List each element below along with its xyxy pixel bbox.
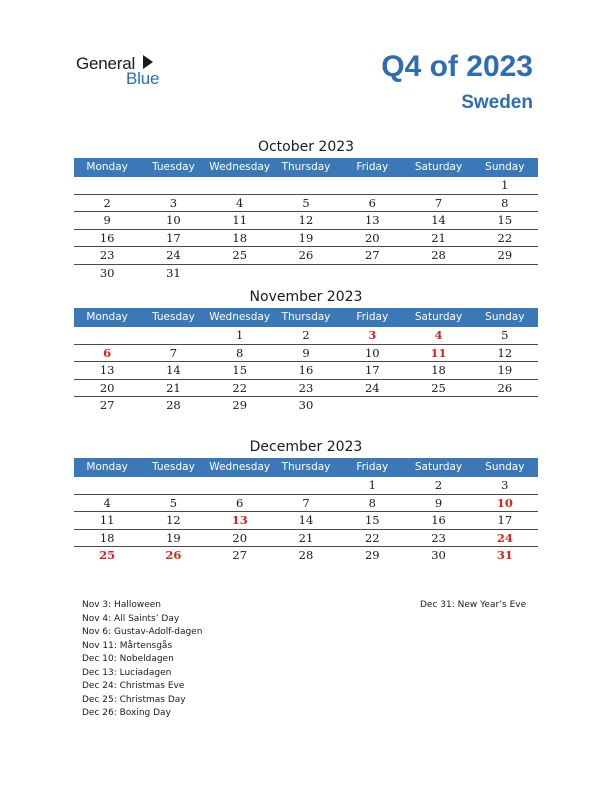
weekday-label: Tuesday — [152, 311, 195, 323]
day-cell: 15 — [232, 363, 248, 377]
day-cell: 11 — [430, 345, 447, 360]
day-cell: 10 — [364, 345, 380, 360]
day-cell: 23 — [298, 380, 314, 395]
day-cell: 8 — [368, 495, 376, 510]
day-cell: 14 — [166, 363, 181, 377]
day-cell: 21 — [166, 380, 181, 395]
week-row — [74, 380, 538, 398]
day-cell: 14 — [431, 213, 446, 227]
holiday-item: Nov 11: Mårtensgås — [82, 640, 173, 651]
day-cell: 29 — [497, 248, 513, 262]
country-name: Sweden — [461, 92, 533, 113]
empty-day-cell — [472, 265, 538, 283]
week-row — [74, 547, 538, 565]
day-cell: 27 — [232, 548, 248, 562]
weekday-label: Saturday — [414, 461, 463, 473]
weekday-label: Friday — [356, 311, 389, 323]
weekday-label: Friday — [356, 161, 389, 173]
weekday-label: Thursday — [281, 461, 331, 473]
day-cell: 19 — [166, 530, 181, 545]
day-cell: 7 — [434, 195, 443, 210]
day-cell: 12 — [166, 513, 181, 527]
day-cell: 3 — [169, 195, 178, 210]
empty-day-cell — [273, 477, 339, 494]
logo-flag-icon — [143, 55, 153, 69]
weekday-label: Saturday — [414, 311, 463, 323]
empty-day-cell — [207, 477, 273, 494]
empty-day-cell — [74, 177, 140, 194]
month-weeks — [74, 177, 538, 282]
empty-day-cell — [140, 477, 206, 494]
month-november — [74, 286, 538, 415]
empty-day-cell — [140, 327, 206, 344]
holiday-item: Nov 6: Gustav-Adolf-dagen — [82, 627, 203, 637]
day-cell: 12 — [497, 345, 513, 360]
weekday-label: Wednesday — [209, 311, 271, 323]
holiday-item: Dec 10: Nobeldagen — [82, 654, 174, 664]
empty-day-cell — [74, 327, 140, 344]
day-cell: 8 — [501, 195, 509, 210]
weekday-label: Wednesday — [209, 461, 271, 473]
day-cell: 13 — [364, 213, 380, 227]
week-row — [74, 265, 538, 283]
weekday-header — [74, 308, 538, 327]
day-cell: 5 — [169, 495, 178, 510]
day-cell: 3 — [368, 328, 377, 342]
day-cell: 24 — [166, 248, 181, 262]
day-cell: 17 — [497, 513, 513, 527]
day-cell: 19 — [298, 230, 314, 245]
holiday-item: Dec 26: Boxing Day — [82, 708, 171, 718]
week-row — [74, 247, 538, 265]
month-title: November 2023 — [249, 289, 363, 305]
day-cell: 21 — [298, 530, 314, 545]
day-cell: 30 — [298, 398, 314, 412]
logo-text-general: General — [76, 54, 136, 73]
day-cell: 1 — [368, 478, 376, 492]
day-cell: 1 — [236, 328, 244, 342]
empty-day-cell — [273, 177, 339, 194]
day-cell: 15 — [497, 213, 513, 227]
day-cell: 31 — [166, 265, 181, 280]
weekday-label: Monday — [86, 161, 128, 173]
day-cell: 25 — [431, 380, 446, 395]
empty-day-cell — [339, 265, 405, 283]
day-cell: 26 — [497, 380, 513, 395]
day-cell: 27 — [99, 398, 115, 412]
page-title: Q4 of 2023 — [381, 50, 533, 83]
weekday-header — [74, 158, 538, 177]
weekday-label: Thursday — [281, 161, 331, 173]
empty-day-cell — [140, 177, 206, 194]
holiday-list-right — [420, 599, 526, 613]
month-weeks — [74, 477, 538, 565]
week-row — [74, 345, 538, 363]
day-cell: 23 — [431, 530, 446, 545]
month-title: December 2023 — [249, 439, 363, 455]
day-cell: 21 — [431, 230, 446, 245]
week-row — [74, 195, 538, 213]
empty-day-cell — [207, 265, 273, 283]
weekday-label: Friday — [356, 461, 389, 473]
day-cell: 18 — [232, 230, 248, 245]
day-cell: 20 — [232, 530, 248, 545]
day-cell: 31 — [496, 548, 513, 562]
day-cell: 6 — [236, 495, 244, 510]
day-cell: 20 — [99, 380, 115, 395]
empty-day-cell — [339, 177, 405, 194]
day-cell: 28 — [166, 398, 181, 412]
day-cell: 9 — [434, 495, 443, 510]
day-cell: 27 — [364, 248, 380, 262]
day-cell: 8 — [236, 345, 244, 360]
week-row — [74, 512, 538, 530]
day-cell: 4 — [434, 328, 443, 342]
day-cell: 18 — [431, 363, 446, 377]
day-cell: 20 — [364, 230, 380, 245]
day-cell: 25 — [99, 548, 116, 562]
holiday-item: Dec 25: Christmas Day — [82, 694, 186, 705]
day-cell: 17 — [364, 363, 380, 377]
weekday-label: Sunday — [485, 461, 525, 473]
day-cell: 23 — [99, 248, 115, 262]
day-cell: 16 — [431, 513, 446, 527]
day-cell: 22 — [232, 380, 248, 395]
day-cell: 5 — [501, 328, 509, 342]
week-row — [74, 230, 538, 248]
week-row — [74, 177, 538, 195]
week-row — [74, 530, 538, 548]
weekday-label: Wednesday — [209, 161, 271, 173]
empty-day-cell — [472, 397, 538, 415]
week-row — [74, 397, 538, 415]
day-cell: 2 — [103, 195, 111, 210]
day-cell: 10 — [496, 495, 513, 510]
day-cell: 6 — [368, 195, 376, 210]
weekday-label: Tuesday — [152, 161, 195, 173]
day-cell: 11 — [232, 213, 248, 227]
day-cell: 9 — [302, 345, 310, 360]
week-row — [74, 477, 538, 495]
generalblue-logo — [76, 52, 176, 92]
day-cell: 22 — [497, 230, 513, 245]
weekday-label: Monday — [86, 311, 128, 323]
day-cell: 6 — [103, 345, 112, 360]
day-cell: 19 — [497, 363, 513, 377]
week-row — [74, 327, 538, 345]
day-cell: 22 — [364, 530, 380, 545]
empty-day-cell — [405, 265, 471, 283]
day-cell: 13 — [231, 513, 248, 527]
day-cell: 18 — [99, 530, 115, 545]
empty-day-cell — [273, 265, 339, 283]
holiday-item: Nov 3: Halloween — [82, 600, 161, 610]
weekday-label: Sunday — [485, 161, 525, 173]
day-cell: 4 — [236, 195, 244, 210]
month-october — [74, 136, 538, 282]
day-cell: 10 — [166, 213, 181, 227]
day-cell: 2 — [302, 328, 310, 342]
week-row — [74, 212, 538, 230]
week-row — [74, 495, 538, 513]
day-cell: 28 — [431, 248, 446, 262]
weekday-label: Saturday — [414, 161, 463, 173]
day-cell: 16 — [99, 230, 115, 245]
day-cell: 25 — [232, 248, 248, 262]
holiday-item: Dec 13: Luciadagen — [82, 667, 172, 678]
day-cell: 17 — [166, 230, 181, 245]
day-cell: 30 — [431, 548, 446, 562]
holiday-item: Dec 24: Christmas Eve — [82, 681, 185, 691]
day-cell: 14 — [298, 513, 314, 527]
day-cell: 15 — [364, 513, 380, 527]
day-cell: 12 — [298, 213, 314, 227]
day-cell: 29 — [232, 398, 248, 412]
weekday-label: Tuesday — [152, 461, 195, 473]
day-cell: 29 — [364, 548, 380, 562]
day-cell: 26 — [298, 248, 314, 262]
week-row — [74, 362, 538, 380]
empty-day-cell — [405, 177, 471, 194]
day-cell: 24 — [496, 530, 513, 545]
day-cell: 4 — [103, 495, 111, 510]
day-cell: 11 — [99, 513, 115, 527]
empty-day-cell — [207, 177, 273, 194]
holiday-list — [82, 599, 202, 721]
weekday-label: Monday — [86, 461, 128, 473]
logo-text-blue: Blue — [126, 69, 160, 88]
day-cell: 24 — [364, 380, 380, 395]
day-cell: 2 — [434, 478, 443, 492]
day-cell: 5 — [302, 195, 310, 210]
day-cell: 16 — [298, 363, 314, 377]
month-weeks — [74, 327, 538, 415]
day-cell: 1 — [501, 178, 509, 192]
weekday-header — [74, 458, 538, 477]
month-title: October 2023 — [257, 139, 355, 155]
day-cell: 3 — [501, 478, 509, 492]
day-cell: 28 — [298, 548, 314, 562]
day-cell: 13 — [99, 363, 115, 377]
month-december — [74, 436, 538, 565]
empty-day-cell — [339, 397, 405, 415]
day-cell: 26 — [165, 548, 182, 562]
holiday-item: Nov 4: All Saints’ Day — [82, 613, 180, 624]
holiday-item: Dec 31: New Year’s Eve — [420, 600, 527, 610]
day-cell: 7 — [169, 345, 178, 360]
weekday-label: Thursday — [281, 311, 331, 323]
empty-day-cell — [74, 477, 140, 494]
weekday-label: Sunday — [485, 311, 525, 323]
day-cell: 7 — [302, 495, 310, 510]
day-cell: 9 — [103, 213, 111, 227]
empty-day-cell — [405, 397, 471, 415]
day-cell: 30 — [99, 265, 115, 280]
